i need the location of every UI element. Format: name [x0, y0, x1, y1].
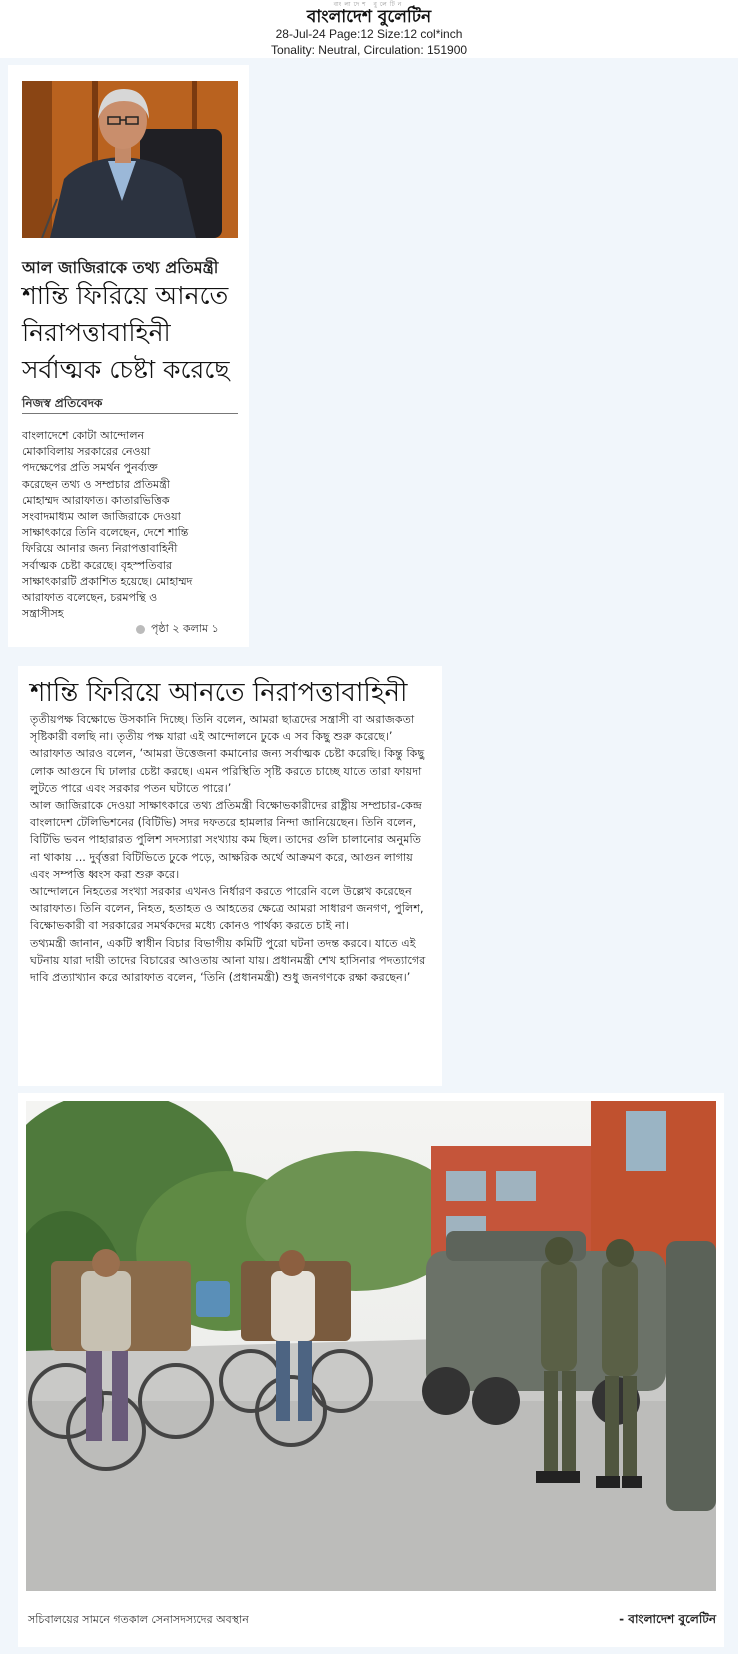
- article-clipping: [8, 65, 249, 647]
- article-kicker: আল জাজিরাকে তথ্য প্রতিমন্ত্রী: [22, 258, 219, 277]
- photo-clipping: [18, 1093, 724, 1647]
- newspaper-masthead: বাংলাদেশ বুলেটিন: [306, 7, 432, 27]
- masthead-small-text: বাংলাদেশ বুলেটিন: [333, 1, 405, 8]
- intro-line: সন্ত্রাসীসহ: [22, 607, 64, 621]
- photo-credit: - বাংলাদেশ বুলেটিন: [619, 1612, 716, 1626]
- byline-divider: [22, 413, 238, 414]
- jump-text: পৃষ্ঠা ২ কলাম ১: [151, 622, 219, 635]
- continuation-jump: [136, 620, 219, 639]
- intro-line: মোহাম্মদ আরাফাত। কাতারভিত্তিক: [22, 493, 170, 507]
- intro-line: আরাফাত বলেছেন, চরমপন্থি ও: [22, 591, 158, 605]
- article-headline: [22, 277, 246, 388]
- continuation-body: [30, 711, 432, 986]
- continuation-paragraph: আরাফাত আরও বলেন, ‘আমরা উত্তেজনা কমানোর জন্য সর্বাত্মক চেষ্টা করেছি। কিন্তু কিছু লোক আগুনে ঘি ঢালার চেষ্টা করছে। এমন পরিস্থিতি সৃষ্টি করতে চাচ্ছে যাতে তারা ফায়দা লুটতে পারে এবং সরকার পতন ঘটাতে পারে।’: [30, 747, 425, 795]
- intro-line: পদক্ষেপের প্রতি সমর্থন পুনর্ব্যক্ত: [22, 461, 158, 475]
- clipping-meta-tonality: Tonality: Neutral, Circulation: 151900: [270, 43, 468, 57]
- minister-portrait-photo: [22, 81, 238, 238]
- clipping-header: [0, 0, 738, 58]
- intro-line: সংবাদমাধ্যম আল জাজিরাকে দেওয়া: [22, 510, 181, 524]
- headline-line: শান্তি ফিরিয়ে আনতে: [22, 281, 229, 310]
- headline-line: সর্বাত্মক চেষ্টা করেছে: [22, 355, 230, 384]
- bullet-dot-icon: [136, 625, 145, 634]
- continuation-paragraph: তথ্যমন্ত্রী জানান, একটি স্বাধীন বিচার বিভাগীয় কমিটি পুরো ঘটনা তদন্ত করবে। যাতে এই ঘটনায় যারা দায়ী তাদের বিচারের আওতায় আনা যায়। প্রধানমন্ত্রী শেখ হাসিনার পদত্যাগের দাবি প্রত্যাখ্যান করে আরাফাত বলেন, ‘তিনি (প্রধানমন্ত্রী) শুধু জনগণকে রক্ষা করছেন।’: [30, 936, 426, 985]
- continuation-clipping: [18, 666, 442, 1086]
- intro-line: সাক্ষাৎকারে তিনি বলেছেন, দেশে শান্তি: [22, 526, 189, 540]
- continuation-headline: শান্তি ফিরিয়ে আনতে নিরাপত্তাবাহিনী: [30, 678, 408, 708]
- continuation-paragraph: তৃতীয়পক্ষ বিক্ষোভে উসকানি দিচ্ছে। তিনি বলেন, আমরা ছাত্রদের সন্ত্রাসী বা অরাজকতা সৃষ্টিকারী বলছি না। তৃতীয় পক্ষ যারা এই আন্দোলনে ঢুকে এ সব কিছু শুরু করেছে।’: [30, 713, 415, 744]
- continuation-paragraph: আল জাজিরাকে দেওয়া সাক্ষাৎকারে তথ্য প্রতিমন্ত্রী বিক্ষোভকারীদের রাষ্ট্রীয় সম্প্রচার-কেন্দ্র বাংলাদেশ টেলিভিশনের (বিটিভি) সদর দফতরে হামলার নিন্দা জানিয়েছেন। তিনি বলেন, বিটিভি ভবন পাহারারত পুলিশ সদস্যারা সংখ্যায় কম ছিল। তাদের গুলি চালানোর অনুমতি না থাকায় ... দুর্বৃত্তরা বিটিভিতে ঢুকে পড়ে, আক্ষরিক অর্থে আক্রমণ করে, আগুন লাগায় এবং সম্পত্তি ধ্বংস করা শুরু করে।: [30, 799, 422, 881]
- intro-line: সর্বাত্মক চেষ্টা করেছে। বৃহস্পতিবার: [22, 558, 173, 572]
- continuation-paragraph: আন্দোলনে নিহতের সংখ্যা সরকার এখনও নির্ধারণ করতে পারেনি বলে উল্লেখ করেছেন আরাফাত। তিনি বলেন, নিহত, হতাহত ও আহতের ক্ষেত্রে আমরা সাধারণ জনগণ, পুলিশ, বিক্ষোভকারী বা সরকারের সমর্থকদের মধ্যে কোনও পার্থক্য করতে চাই না।: [30, 885, 424, 933]
- clipping-meta-date-page: 28-Jul-24 Page:12 Size:12 col*inch: [275, 27, 463, 41]
- intro-line: ফিরিয়ে আনার জন্য নিরাপত্তাবাহিনী: [22, 542, 178, 556]
- intro-line: সাক্ষাৎকারটি প্রকাশিত হয়েছে। মোহাম্মদ: [22, 574, 193, 588]
- intro-line: মোকাবিলায় সরকারের নেওয়া: [22, 445, 151, 459]
- photo-caption: সচিবালয়ের সামনে গতকাল সেনাসদস্যদের অবস্থান: [28, 1613, 249, 1626]
- article-intro-text: [22, 428, 242, 622]
- intro-line: বাংলাদেশে কোটা আন্দোলন: [22, 429, 145, 442]
- intro-line: করেছেন তথ্য ও সম্প্রচার প্রতিমন্ত্রী: [22, 477, 170, 491]
- headline-line: নিরাপত্তাবাহিনী: [22, 318, 171, 347]
- article-byline: নিজস্ব প্রতিবেদক: [22, 396, 103, 410]
- street-scene-photo: [26, 1101, 716, 1591]
